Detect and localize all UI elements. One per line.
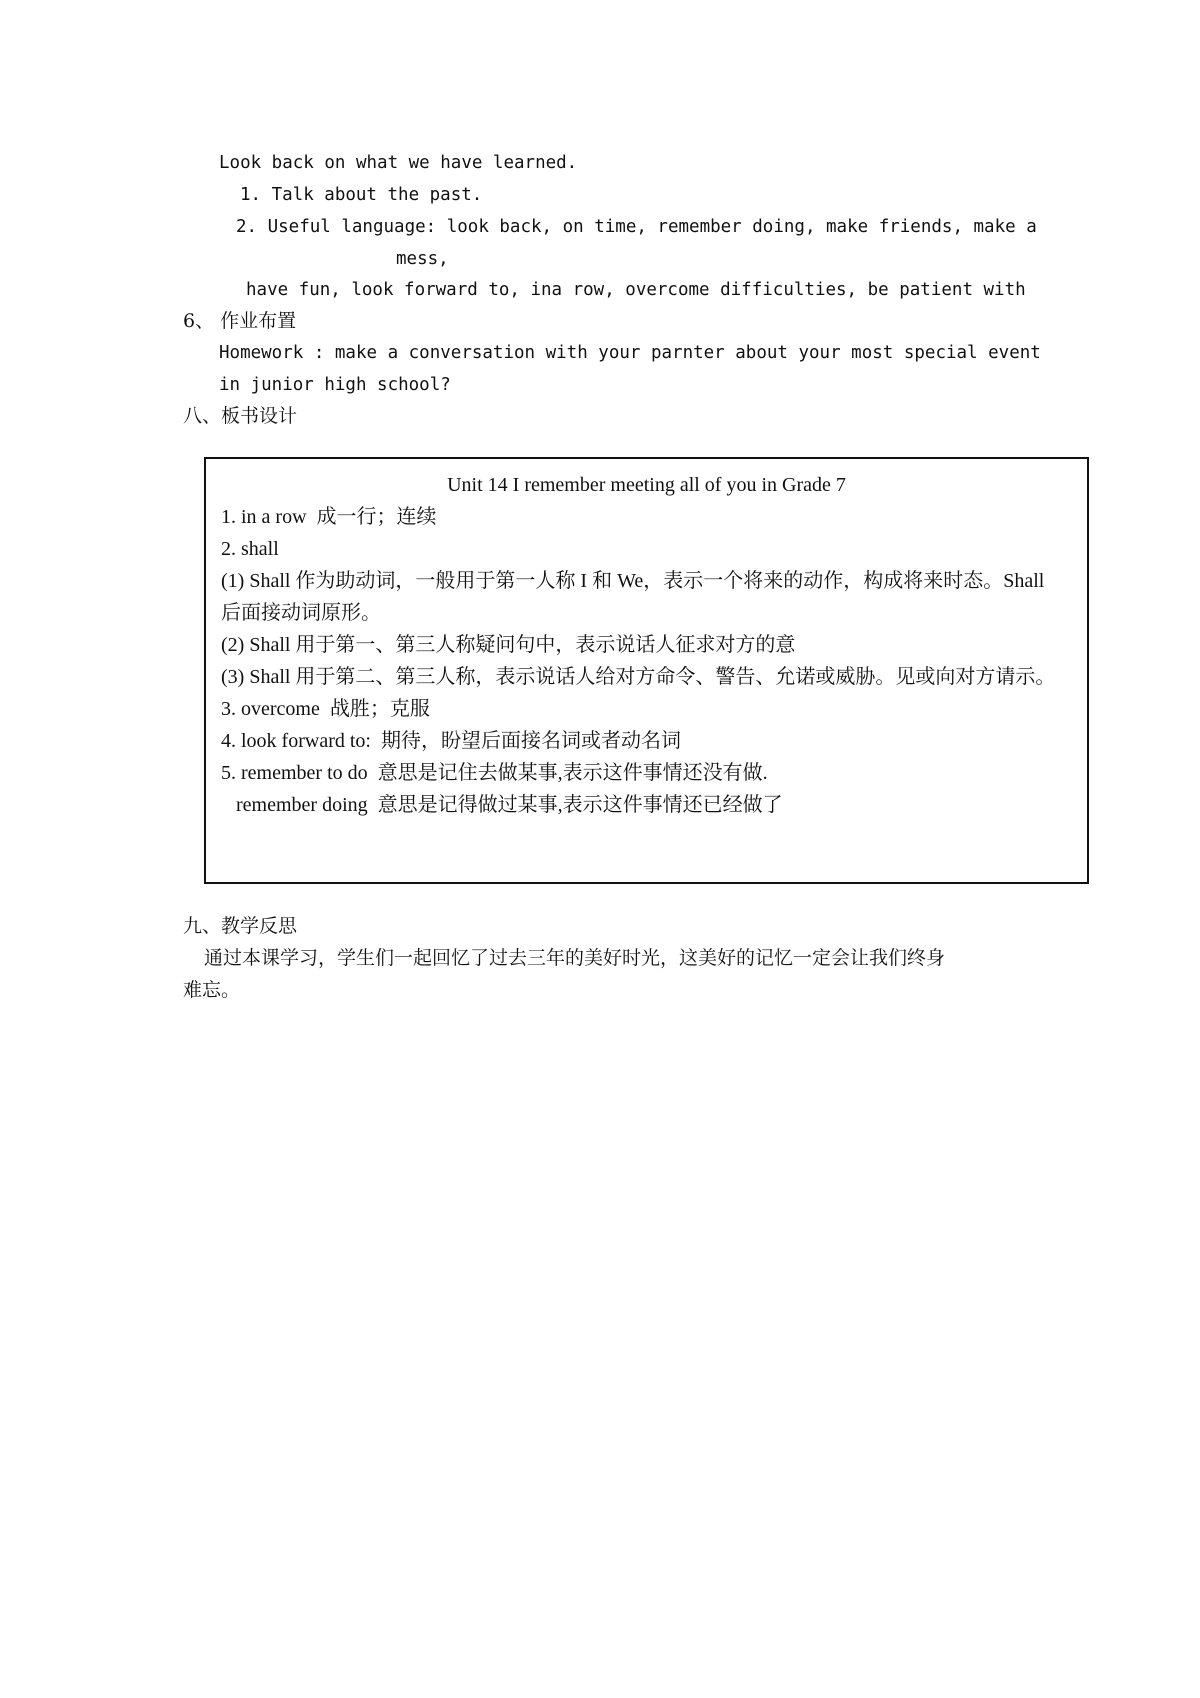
review-item-2-line-3: have fun, look forward to, ina row, overcome difficulties, be patient with <box>246 280 1026 300</box>
homework-line-2: in junior high school? <box>219 375 451 395</box>
reflection-line-2: 难忘。 <box>183 979 241 1001</box>
board-line-5: (2) Shall 用于第一、第三人称疑问句中，表示说话人征求对方的意 <box>221 634 796 656</box>
board-line-7: 3. overcome 战胜；克服 <box>221 698 430 720</box>
board-line-3: (1) Shall 作为助动词，一般用于第一人称 I 和 We，表示一个将来的动作，构成将来时态。Shall <box>221 570 1045 592</box>
board-design-box <box>204 457 1089 884</box>
review-item-1: 1. Talk about the past. <box>240 185 483 205</box>
board-line-1: 1. in a row 成一行；连续 <box>221 506 437 528</box>
board-line-4: 后面接动词原形。 <box>221 602 381 624</box>
board-line-9: 5. remember to do 意思是记住去做某事,表示这件事情还没有做. <box>221 762 768 784</box>
board-title: Unit 14 I remember meeting all of you in Grade 7 <box>447 474 846 496</box>
board-line-2: 2. shall <box>221 538 279 560</box>
board-line-8: 4. look forward to: 期待，盼望后面接名词或者动名词 <box>221 730 681 752</box>
board-line-10: remember doing 意思是记得做过某事,表示这件事情还已经做了 <box>221 794 783 816</box>
reflection-heading: 九、教学反思 <box>183 915 298 937</box>
review-item-2-line-2: mess, <box>396 249 449 269</box>
board-line-6: (3) Shall 用于第二、第三人称，表示说话人给对方命令、警告、允诺或威胁。见或向对方请示。 <box>221 666 1056 688</box>
review-intro: Look back on what we have learned. <box>219 153 578 173</box>
board-design-heading: 八、板书设计 <box>183 405 298 427</box>
homework-line-1: Homework : make a conversation with your parnter about your most special event <box>219 343 1041 363</box>
homework-heading: 6、 作业布置 <box>183 310 297 332</box>
review-item-2-line-1: 2. Useful language: look back, on time, remember doing, make friends, make a <box>236 217 1037 237</box>
reflection-line-1: 通过本课学习，学生们一起回忆了过去三年的美好时光，这美好的记忆一定会让我们终身 <box>204 947 946 969</box>
